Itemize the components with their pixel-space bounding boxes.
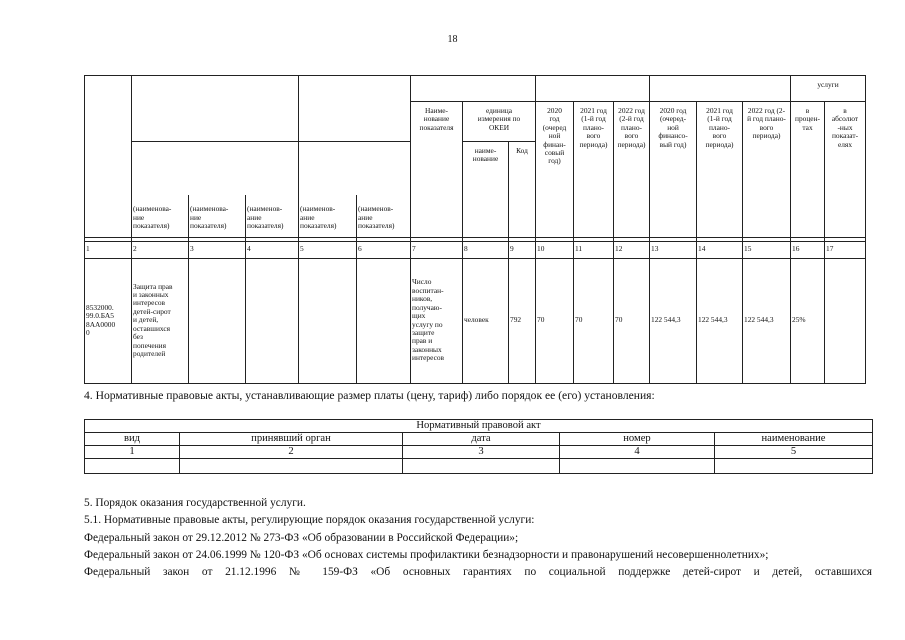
param-name-header <box>189 195 246 241</box>
okei-code: 792 <box>509 258 536 383</box>
empty-cell <box>85 195 132 241</box>
fee-2020: 122 544,3 <box>650 258 697 383</box>
page-number: 18 <box>447 34 458 45</box>
npa-column-number: 2 <box>180 446 403 459</box>
npa-column-header: принявший орган <box>180 433 403 446</box>
year-header-2020-fee: 2020 год (очеред- ной финансо- вый год) <box>650 102 697 238</box>
param-name-header <box>357 195 411 241</box>
header-continuation-cell <box>463 195 509 241</box>
npa-column-number: 5 <box>715 446 873 459</box>
column-number: 2 <box>132 241 189 258</box>
header-continuation-cell <box>509 195 536 241</box>
year-header-2020-volume: 2020 год (очеред ной финан- совый год) <box>536 102 574 238</box>
column-number: 16 <box>791 241 825 258</box>
header-continuation-cell <box>614 195 650 241</box>
paragraph: Федеральный закон от 24.06.1999 № 120-ФЗ «Об основах системы профилактики безнадзорности и правонарушений несовершеннолетних»; <box>84 548 769 561</box>
okei-header: единица измерения по ОКЕИ <box>463 102 536 142</box>
deviation-absolute <box>825 258 866 383</box>
content-param-3 <box>246 258 299 383</box>
npa-column-header: наименование <box>715 433 873 446</box>
normative-acts-table <box>84 419 873 474</box>
column-number: 11 <box>574 241 614 258</box>
normative-act-title: Нормативный правовой акт <box>85 420 873 433</box>
column-number: 9 <box>509 241 536 258</box>
indicator-name: Число воспитан- ников, получаю- щих услугу по защите прав и законных интересов <box>411 258 463 383</box>
header-continuation-cell <box>574 195 614 241</box>
section-5-text <box>84 495 872 581</box>
npa-column-header: номер <box>560 433 715 446</box>
header-continuation-cell <box>411 195 463 241</box>
percent-header: в процен- тах <box>791 102 825 238</box>
column-number: 3 <box>189 241 246 258</box>
column-number: 14 <box>697 241 743 258</box>
param-name-label: (наименова- ние показателя) <box>133 204 172 230</box>
npa-empty-cell <box>715 459 873 474</box>
param-name-label: (наименов- ание показателя) <box>300 204 337 230</box>
param-name-label: (наименов- ание показателя) <box>247 204 284 230</box>
npa-column-number: 3 <box>403 446 560 459</box>
column-number: 13 <box>650 241 697 258</box>
section-4-heading: 4. Нормативные правовые акты, устанавливающие размер платы (цену, тариф) либо порядок ее (его) установления: <box>84 389 655 402</box>
unit-name: человек <box>463 258 509 383</box>
column-number: 4 <box>246 241 299 258</box>
header-continuation-cell <box>697 195 743 241</box>
column-number: 5 <box>299 241 357 258</box>
npa-empty-cell <box>560 459 715 474</box>
year-header-2022-volume: 2022 год (2-й год плано- вого периода) <box>614 102 650 238</box>
indicator-name-header: Наиме- нование показателя <box>411 102 463 238</box>
paragraph: 5.1. Нормативные правовые акты, регулирующие порядок оказания государственной услуги: <box>84 514 535 527</box>
npa-column-header: вид <box>85 433 180 446</box>
volume-2022: 70 <box>614 258 650 383</box>
year-header-2021-volume: 2021 год (1-й год плано- вого периода) <box>574 102 614 238</box>
npa-column-header: дата <box>403 433 560 446</box>
npa-empty-cell <box>403 459 560 474</box>
param-name-label: (наименова- ние показателя) <box>190 204 229 230</box>
okei-code-header: Код <box>509 142 536 238</box>
npa-column-number: 4 <box>560 446 715 459</box>
service-indicators-table-lower <box>84 195 866 384</box>
condition-param-1 <box>299 258 357 383</box>
service-content: Защита прав и законных интересов детей-сирот и детей, оставшихся без попечения родителей <box>132 258 189 383</box>
paragraph: 5. Порядок оказания государственной услуги. <box>84 497 306 509</box>
volume-group-header-cell <box>536 76 650 102</box>
header-continuation-cell <box>791 195 825 241</box>
okei-name-header: наиме- нование <box>463 142 509 238</box>
header-continuation-cell <box>743 195 791 241</box>
param-name-header <box>246 195 299 241</box>
fee-2021: 122 544,3 <box>697 258 743 383</box>
services-label: услуги <box>791 76 866 102</box>
column-number: 6 <box>357 241 411 258</box>
npa-empty-cell <box>180 459 403 474</box>
paragraph: Федеральный закон от 29.12.2012 № 273-ФЗ «Об образовании в Российской Федерации»; <box>84 531 519 544</box>
param-name-header <box>299 195 357 241</box>
fee-group-header-cell <box>650 76 791 102</box>
condition-param-2 <box>357 258 411 383</box>
column-number: 1 <box>85 241 132 258</box>
column-number: 7 <box>411 241 463 258</box>
paragraph: Федеральный закон от 21.12.1996 № 159-ФЗ «Об основных гарантиях по социальной поддержке детей-сирот и детей, оставшихся <box>84 566 872 579</box>
header-continuation-cell <box>650 195 697 241</box>
column-number: 17 <box>825 241 866 258</box>
param-name-header <box>132 195 189 241</box>
fee-2022: 122 544,3 <box>743 258 791 383</box>
header-continuation-cell <box>825 195 866 241</box>
deviation-percent: 25% <box>791 258 825 383</box>
absolute-header: в абсолют -ных показат- елях <box>825 102 866 238</box>
column-number: 12 <box>614 241 650 258</box>
condition-params-header-cell <box>299 76 411 142</box>
column-number: 10 <box>536 241 574 258</box>
registry-code: 8532000. 99.0.БА5 8АА0000 0 <box>85 258 132 383</box>
year-header-2021-fee: 2021 год (1-й год плано- вого периода) <box>697 102 743 238</box>
npa-column-number: 1 <box>85 446 180 459</box>
volume-2021: 70 <box>574 258 614 383</box>
npa-empty-cell <box>85 459 180 474</box>
content-params-header-cell <box>132 76 299 142</box>
content-param-2 <box>189 258 246 383</box>
column-number: 8 <box>463 241 509 258</box>
param-name-label: (наименов- ание показателя) <box>358 204 395 230</box>
indicator-group-header-cell <box>411 76 536 102</box>
year-header-2022-fee: 2022 год (2- й год плано- вого периода) <box>743 102 791 238</box>
header-continuation-cell <box>536 195 574 241</box>
column-number: 15 <box>743 241 791 258</box>
volume-2020: 70 <box>536 258 574 383</box>
